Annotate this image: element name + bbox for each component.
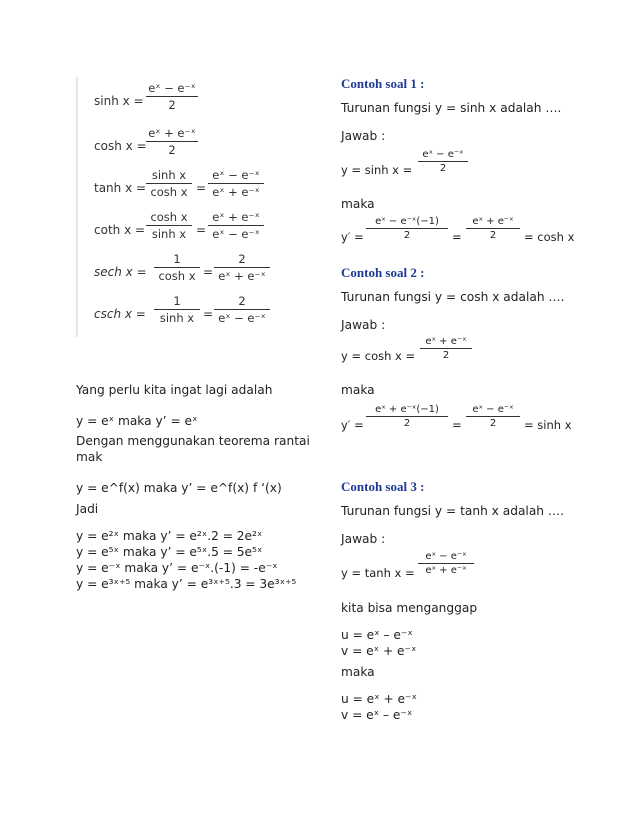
soal2-question: Turunan fungsi y = cosh x adalah …. — [341, 290, 565, 304]
soal1-d-f1-num: eˣ − e⁻ˣ(−1) — [366, 216, 448, 229]
soal2-derivative-fraction-1 — [366, 404, 448, 429]
soal3-v2: v = eˣ – e⁻ˣ — [341, 708, 413, 722]
image-border — [76, 77, 78, 337]
soal2-d-f2-den: 2 — [489, 418, 497, 429]
coth-f2-num: eˣ + e⁻ˣ — [208, 210, 264, 226]
soal1-eq-num: eˣ − e⁻ˣ — [418, 149, 468, 162]
soal3-equation-fraction — [418, 551, 474, 576]
soal1-jawab: Jawab : — [341, 129, 386, 143]
soal2-derivative-lhs: y′ = — [341, 418, 364, 432]
sinh-fraction — [146, 81, 198, 112]
sech-fraction-1 — [154, 252, 200, 283]
coth-equals: = — [196, 223, 207, 237]
coth-f1-num: cosh x — [146, 210, 192, 226]
intro-text: Yang perlu kita ingat lagi adalah — [76, 383, 273, 397]
soal2-eq-num: eˣ + e⁻ˣ — [420, 336, 472, 349]
sinh-lhs: sinh x = — [94, 94, 144, 108]
soal1-derivative-result: = cosh x — [524, 230, 575, 244]
tanh-equals: = — [196, 181, 207, 195]
soal1-maka: maka — [341, 197, 375, 211]
soal2-derivative-fraction-2 — [466, 404, 520, 429]
cosh-denominator: 2 — [168, 143, 176, 157]
soal3-eq-den: eˣ + e⁻ˣ — [425, 565, 467, 576]
soal3-title: Contoh soal 3 : — [341, 479, 425, 494]
tanh-f1-num: sinh x — [146, 168, 192, 184]
soal1-derivative-fraction-1 — [366, 216, 448, 241]
csch-equals: = — [203, 307, 214, 321]
csch-lhs: csch x = — [94, 307, 146, 321]
tanh-f2-num: eˣ − e⁻ˣ — [208, 168, 264, 184]
example-2: y = e⁵ˣ maka y’ = e⁵ˣ.5 = 5e⁵ˣ — [76, 545, 263, 559]
soal1-equation-fraction — [418, 149, 468, 174]
rule-chain-exp: y = e^f(x) maka y’ = e^f(x) f ‘(x) — [76, 481, 282, 495]
sech-f1-num: 1 — [154, 252, 200, 268]
soal3-jawab: Jawab : — [341, 532, 386, 546]
soal2-derivative-result: = sinh x — [524, 418, 572, 432]
coth-f1-den: sinh x — [151, 227, 187, 241]
soal2-maka: maka — [341, 383, 375, 397]
soal1-d-f2-den: 2 — [489, 230, 497, 241]
tanh-fraction-2 — [208, 168, 264, 199]
cosh-fraction — [146, 126, 198, 157]
soal1-eq-den: 2 — [439, 163, 447, 174]
chain-rule-line2: mak — [76, 450, 103, 464]
soal1-derivative-lhs: y′ = — [341, 230, 364, 244]
csch-f2-den: eˣ − e⁻ˣ — [218, 311, 266, 325]
csch-f1-den: sinh x — [159, 311, 195, 325]
soal1-question: Turunan fungsi y = sinh x adalah …. — [341, 101, 562, 115]
sech-f2-num: 2 — [214, 252, 270, 268]
soal3-question: Turunan fungsi y = tanh x adalah …. — [341, 504, 564, 518]
rule-exp-derivative: y = eˣ maka y’ = eˣ — [76, 414, 198, 428]
chain-rule-line1: Dengan menggunakan teorema rantai — [76, 434, 310, 448]
coth-fraction-1 — [146, 210, 192, 241]
csch-f1-num: 1 — [154, 294, 200, 310]
soal2-d-f1-num: eˣ + e⁻ˣ(−1) — [366, 404, 448, 417]
soal3-eq-num: eˣ − e⁻ˣ — [418, 551, 474, 564]
sech-lhs: sech x = — [94, 265, 147, 279]
soal1-equation-lhs: y = sinh x = — [341, 163, 413, 177]
jadi-label: Jadi — [76, 502, 99, 516]
hyperbolic-formula-image — [76, 77, 281, 337]
sech-fraction-2 — [214, 252, 270, 283]
soal1-d-f1-den: 2 — [403, 230, 411, 241]
soal2-eq-den: 2 — [442, 350, 450, 361]
soal2-derivative-equals: = — [452, 418, 462, 432]
csch-fraction-2 — [214, 294, 270, 325]
example-4: y = e³ˣ⁺⁵ maka y’ = e³ˣ⁺⁵.3 = 3e³ˣ⁺⁵ — [76, 577, 297, 591]
soal1-d-f2-num: eˣ + e⁻ˣ — [466, 216, 520, 229]
soal3-u2: u = eˣ + e⁻ˣ — [341, 692, 417, 706]
sinh-denominator: 2 — [168, 98, 176, 112]
soal2-equation-fraction — [420, 336, 472, 361]
soal2-d-f2-num: eˣ − e⁻ˣ — [466, 404, 520, 417]
example-3: y = e⁻ˣ maka y’ = e⁻ˣ.(-1) = -e⁻ˣ — [76, 561, 278, 575]
example-1: y = e²ˣ maka y’ = e²ˣ.2 = 2e²ˣ — [76, 529, 263, 543]
tanh-f2-den: eˣ + e⁻ˣ — [212, 185, 260, 199]
tanh-lhs: tanh x = — [94, 181, 147, 195]
soal2-d-f1-den: 2 — [403, 418, 411, 429]
soal2-title: Contoh soal 2 : — [341, 265, 425, 280]
soal1-derivative-equals: = — [452, 230, 462, 244]
soal3-u1: u = eˣ – e⁻ˣ — [341, 628, 413, 642]
soal3-equation-lhs: y = tanh x = — [341, 566, 415, 580]
soal3-anggap: kita bisa menganggap — [341, 601, 478, 615]
soal2-jawab: Jawab : — [341, 318, 386, 332]
cosh-numerator: eˣ + e⁻ˣ — [146, 126, 198, 142]
coth-lhs: coth x = — [94, 223, 146, 237]
soal3-v1: v = eˣ + e⁻ˣ — [341, 644, 417, 658]
sinh-numerator: eˣ − e⁻ˣ — [146, 81, 198, 97]
coth-f2-den: eˣ − e⁻ˣ — [212, 227, 260, 241]
sech-f1-den: cosh x — [158, 269, 196, 283]
soal1-derivative-fraction-2 — [466, 216, 520, 241]
soal3-maka: maka — [341, 665, 375, 679]
sech-equals: = — [203, 265, 214, 279]
soal2-equation-lhs: y = cosh x = — [341, 349, 416, 363]
coth-fraction-2 — [208, 210, 264, 241]
tanh-fraction-1 — [146, 168, 192, 199]
csch-fraction-1 — [154, 294, 200, 325]
csch-f2-num: 2 — [214, 294, 270, 310]
sech-f2-den: eˣ + e⁻ˣ — [218, 269, 266, 283]
cosh-lhs: cosh x = — [94, 139, 147, 153]
tanh-f1-den: cosh x — [150, 185, 188, 199]
soal1-title: Contoh soal 1 : — [341, 76, 425, 91]
